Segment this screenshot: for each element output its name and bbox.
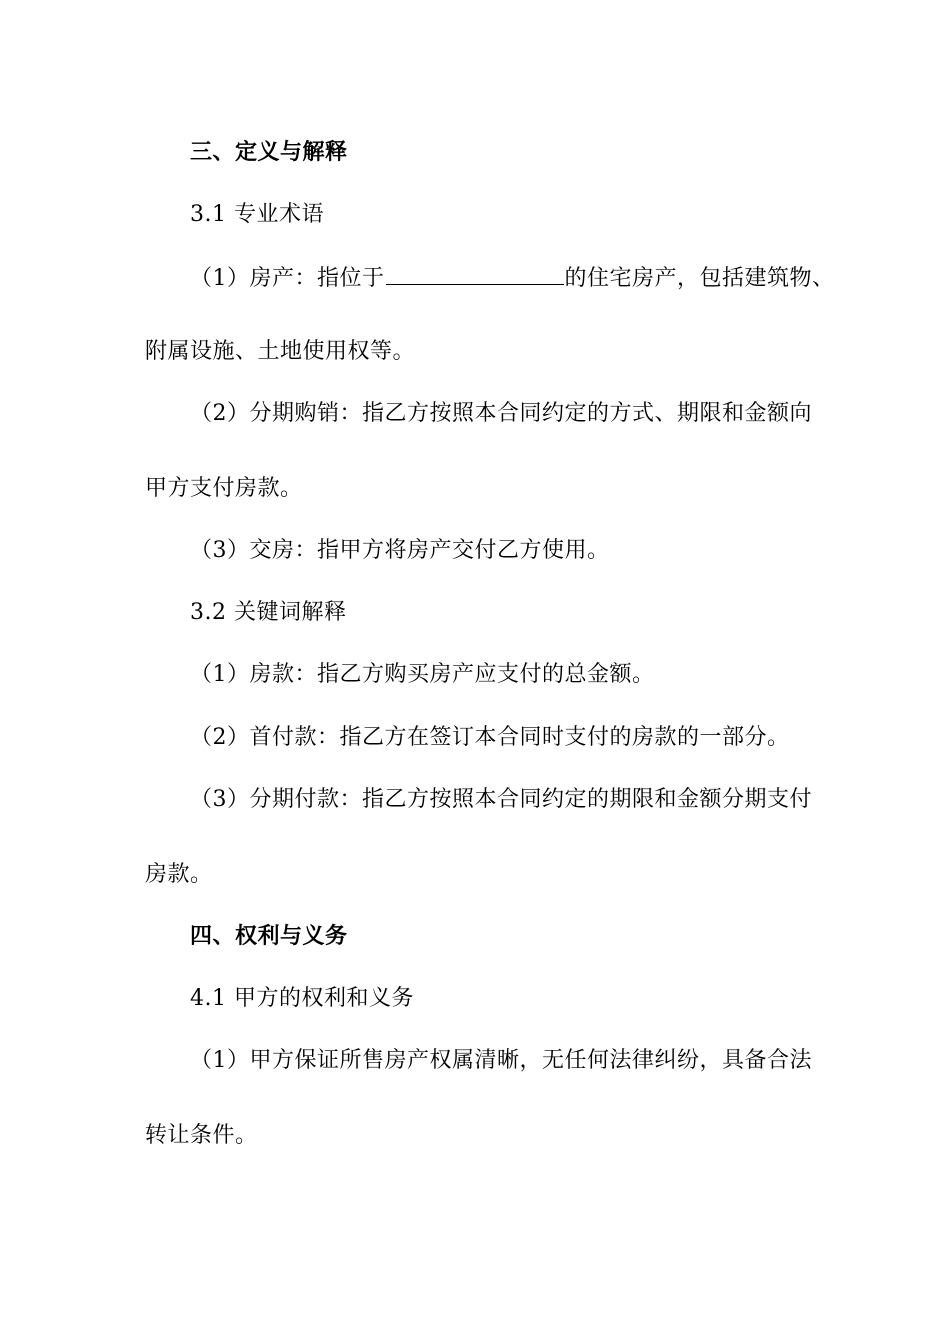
subsection-4-1: 4.1 甲方的权利和义务 xyxy=(190,986,414,1011)
right-1-line-1: （1）甲方保证所售房产权属清晰，无任何法律纠纷，具备合法 xyxy=(190,1048,812,1073)
section-4-heading: 四、权利与义务 xyxy=(190,924,348,949)
definition-1-line-2: 附属设施、土地使用权等。 xyxy=(145,339,416,364)
definition-1-line-1 xyxy=(190,262,835,294)
subsection-3-2: 3.2 关键词解释 xyxy=(190,600,347,625)
right-1-line-2: 转让条件。 xyxy=(145,1123,258,1148)
section-3-heading: 三、定义与解释 xyxy=(190,140,348,165)
definition-1-text-a: （1）房产：指位于 xyxy=(190,266,385,291)
keyword-1: （1）房款：指乙方购买房产应支付的总金额。 xyxy=(190,662,655,687)
address-blank-field xyxy=(386,262,564,285)
definition-1-text-b: 的住宅房产，包括建筑物、 xyxy=(564,266,835,291)
definition-3: （3）交房：指甲方将房产交付乙方使用。 xyxy=(190,538,610,563)
definition-2-line-2: 甲方支付房款。 xyxy=(145,476,303,501)
keyword-2: （2）首付款：指乙方在签订本合同时支付的房款的一部分。 xyxy=(190,725,790,750)
keyword-3-line-2: 房款。 xyxy=(145,862,213,887)
keyword-3-line-1: （3）分期付款：指乙方按照本合同约定的期限和金额分期支付 xyxy=(190,787,812,812)
definition-2-line-1: （2）分期购销：指乙方按照本合同约定的方式、期限和金额向 xyxy=(190,401,812,426)
subsection-3-1: 3.1 专业术语 xyxy=(190,202,324,227)
